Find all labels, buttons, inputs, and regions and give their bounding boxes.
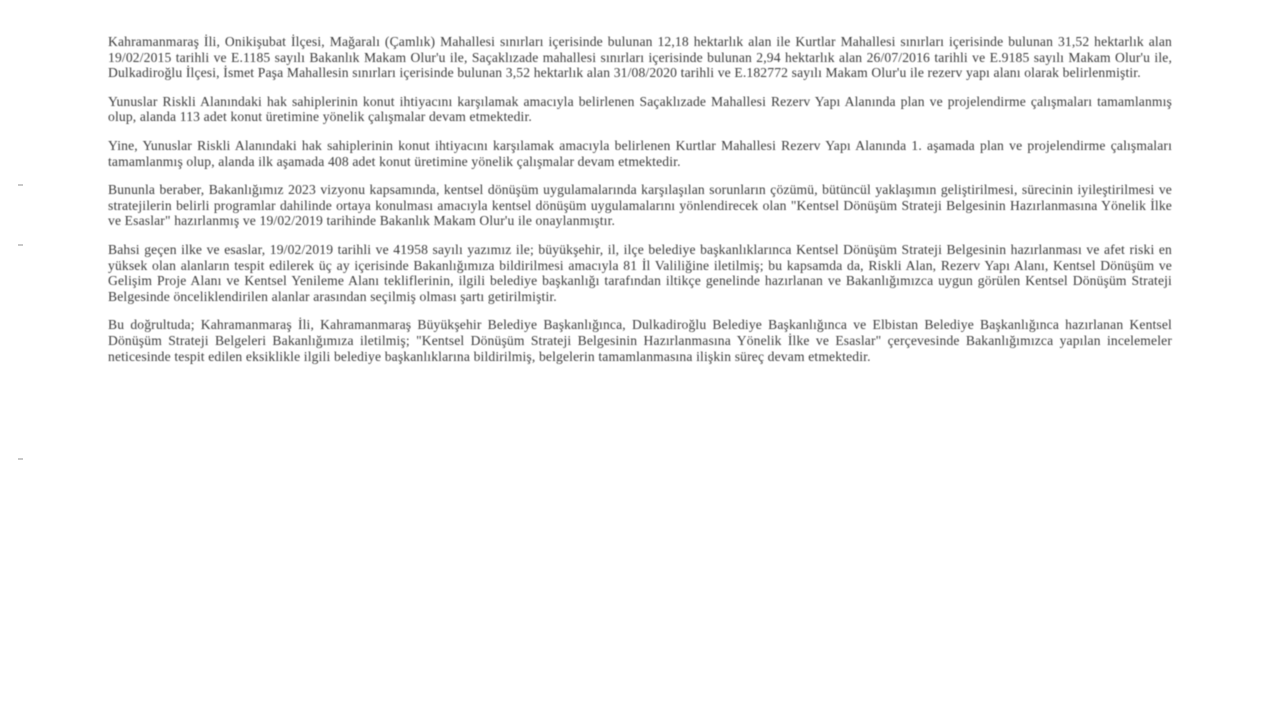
- scan-mark: [18, 184, 23, 186]
- paragraph: Kahramanmaraş İli, Onikişubat İlçesi, Mağaralı (Çamlık) Mahallesi sınırları içerisinde bulunan 12,18 hektarlık alan ile Kurtlar Mahallesi sınırları içerisinde bulunan 31,52 hektarlık alan 19/02/2015 tarihli ve E.1185 sayılı Bakanlık Makam Olur'u ile, Saçaklızade mahallesi sınırları içerisinde bulunan 2,94 hektarlık alan 26/07/2016 tarihli ve E.9185 sayılı Makam Olur'u ile, Dulkadiroğlu İlçesi, İsmet Paşa Mahallesin sınırları içerisinde bulunan 3,52 hektarlık alan 31/08/2020 tarihli ve E.182772 sayılı Makam Olur'u ile rezerv yapı alanı olarak belirlenmiştir.: [108, 34, 1172, 81]
- paragraph: Bahsi geçen ilke ve esaslar, 19/02/2019 tarihli ve 41958 sayılı yazımız ile; büyükşehir, il, ilçe belediye başkanlıklarınca Kentsel Dönüşüm Strateji Belgesinin hazırlanması ve afet riski en yüksek olan alanların tespit edilerek üç ay içerisinde Bakanlığımıza bildirilmesi amacıyla 81 İl Valiliğine iletilmiş; bu kapsamda da, Riskli Alan, Rezerv Yapı Alanı, Kentsel Dönüşüm ve Gelişim Proje Alanı ve Kentsel Yenileme Alanı tekliflerinin, ilgili belediye başkanlığı tarafından iltikçe genelinde hazırlanan ve Bakanlığımızca uygun görülen Kentsel Dönüşüm Strateji Belgesinde önceliklendirilen alanlar arasından seçilmiş olması şartı getirilmiştir.: [108, 241, 1172, 304]
- paragraph: Bu doğrultuda; Kahramanmaraş İli, Kahramanmaraş Büyükşehir Belediye Başkanlığınca, Dulkadiroğlu Belediye Başkanlığınca ve Elbistan Belediye Başkanlığınca hazırlanan Kentsel Dönüşüm Strateji Belgeleri Bakanlığımıza iletilmiş; "Kentsel Dönüşüm Strateji Belgesinin Hazırlanmasına Yönelik İlke ve Esaslar" çerçevesinde Bakanlığımızca yapılan incelemeler neticesinde tespit edilen eksiklikle ilgili belediye başkanlıklarına bildirilmiş, belgelerin tamamlanmasına ilişkin süreç devam etmektedir.: [108, 317, 1172, 364]
- paragraph: Yunuslar Riskli Alanındaki hak sahiplerinin konut ihtiyacını karşılamak amacıyla belirlenen Saçaklızade Mahallesi Rezerv Yapı Alanında plan ve projelendirme çalışmaları tamamlanmış olup, alanda 113 adet konut üretimine yönelik çalışmalar devam etmektedir.: [108, 93, 1172, 125]
- scan-mark: [18, 458, 23, 460]
- paragraph: Bununla beraber, Bakanlığımız 2023 vizyonu kapsamında, kentsel dönüşüm uygulamalarında karşılaşılan sorunların çözümü, bütüncül yaklaşımın geliştirilmesi, sürecinin iyileştirilmesi ve stratejilerin belirli programlar dahilinde ortaya konulması amacıyla kentsel dönüşüm uygulamalarını yönlendirecek olan "Kentsel Dönüşüm Strateji Belgesinin Hazırlanmasına Yönelik İlke ve Esaslar" hazırlanmış ve 19/02/2019 tarihinde Bakanlık Makam Olur'u ile onaylanmıştır.: [108, 182, 1172, 229]
- document-body: [108, 34, 1172, 377]
- scan-mark: [18, 244, 23, 246]
- paragraph: Yine, Yunuslar Riskli Alanındaki hak sahiplerinin konut ihtiyacını karşılamak amacıyla belirlenen Kurtlar Mahallesi Rezerv Yapı Alanında 1. aşamada plan ve projelendirme çalışmaları tamamlanmış olup, alanda ilk aşamada 408 adet konut üretimine yönelik çalışmalar devam etmektedir.: [108, 137, 1172, 169]
